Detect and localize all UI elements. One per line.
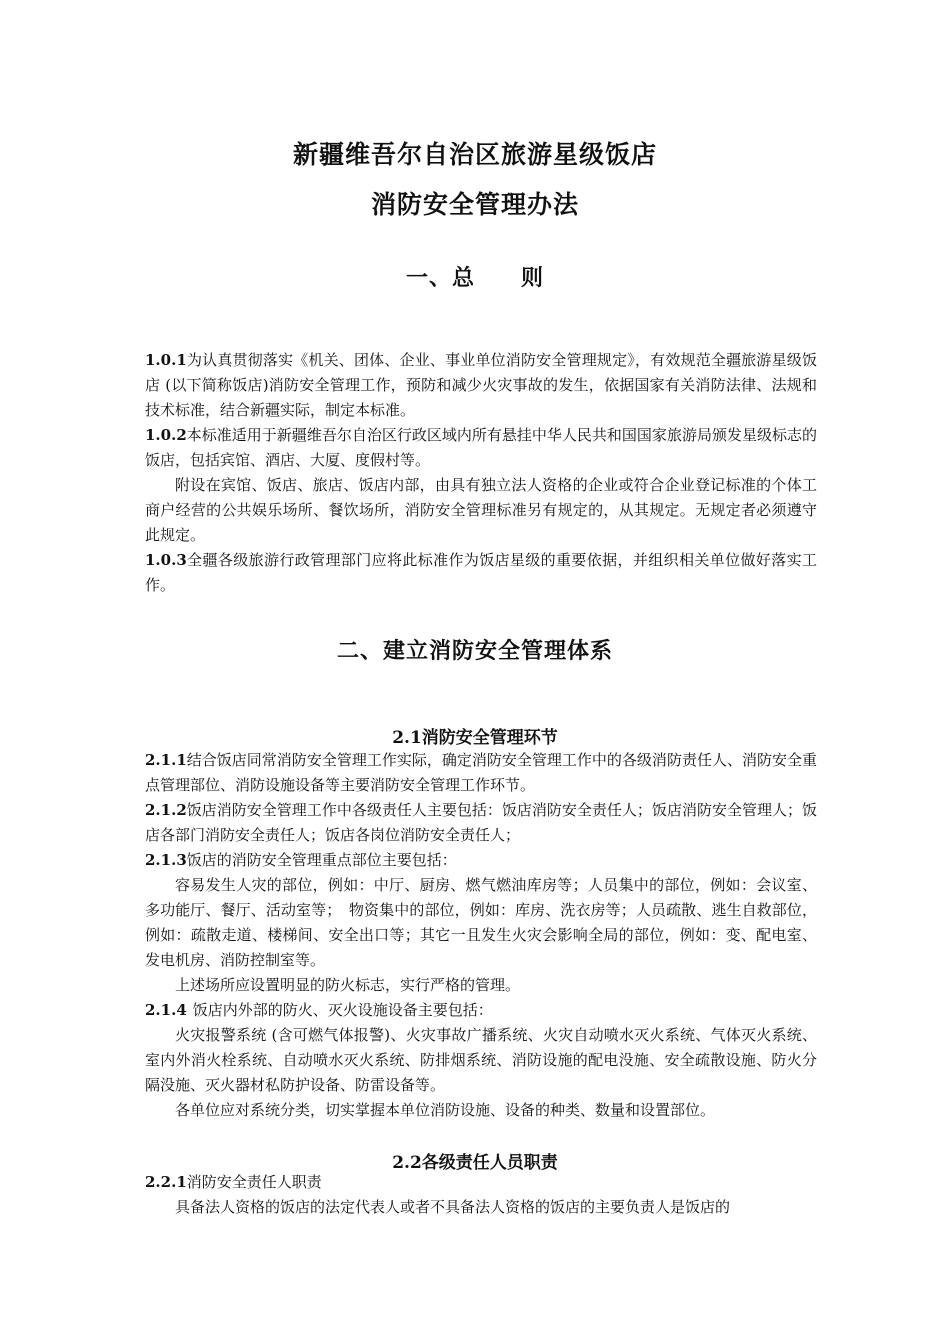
clause-number: 1.0.1 [145,351,187,369]
paragraph-2-1-4-sub1: 火灾报警系统 (含可燃气体报警)、火灾事故广播系统、火灾自动喷水灭火系统、气体灭火系统、室内外消火栓系统、自动喷水灭火系统、防排烟系统、消防设施的配电没施、安全疏散设施、防火分隔没施、灭火器材私防护设备、防雷设备等。 [145,1026,817,1094]
clause-number: 2.1.1 [145,751,187,769]
section-heading-2-1: 2.1消防安全管理环节 [392,728,558,748]
chapter-heading-system: 二、建立消防安全管理体系 [336,638,613,664]
paragraph-1-0-3 [145,548,817,598]
paragraph-1-0-1 [145,348,817,423]
clause-text: 全疆各级旅游行政管理部门应将此标准作为饭店星级的重要依据，并组织相关单位做好落实工作。 [145,551,817,594]
chapter-heading-general: 一、总 则 [405,265,544,291]
clause-text: 为认真贯彻落实《机关、团体、企业、事业单位消防安全管理规定》，有效规范全疆旅游星级饭店 (以下简称饭店)消防安全管理工作，预防和减少火灾事故的发生，依据国家有关消防法律、法规和技术标准，结合新疆实际，制定本标准。 [145,351,817,419]
clause-text: 饭店内外部的防火、灭火设施设备主要包括： [192,1001,493,1019]
paragraph-2-1-3-sub2: 上述场所应设置明显的防火标志，实行严格的管理。 [175,976,521,994]
paragraph-2-1-3-sub1: 容易发生人灾的部位，例如：中厅、厨房、燃气燃油库房等；人员集中的部位，例如：会议室、多功能厅、餐厅、活动室等； 物资集中的部位，例如：库房、洗衣房等；人员疏散、逃生自救部位，例如：疏散走道、楼梯间、安全出口等；其它一且发生火灾会影响全局的部位，例如：变、配电室、发电机房、消防控制室等。 [145,876,817,969]
clause-text: 饭店的消防安全管理重点部位主要包括： [186,851,457,869]
clause-number: 2.1.3 [145,851,187,869]
clause-text: 消防安全责任人职责 [186,1173,322,1191]
section-heading-2-2: 2.2各级责任人员职责 [392,1153,558,1173]
clause-number: 1.0.2 [145,426,187,444]
clause-text: 结合饭店同常消防安全管理工作实际，确定消防安全管理工作中的各级消防责任人、消防安全重点管理部位、消防设施设备等主要消防安全管理工作环节。 [145,751,817,794]
clause-number: 2.1.2 [145,801,187,819]
paragraph-2-1-3 [145,848,817,873]
paragraph-2-1-2 [145,798,817,848]
paragraph-2-2-1 [145,1170,817,1195]
paragraph-2-1-4 [145,998,817,1023]
clause-text: 本标准适用于新疆维吾尔自治区行政区域内所有悬挂中华人民共和国国家旅游局颁发星级标志的饭店，包括宾馆、酒店、大厦、度假村等。 [145,426,817,469]
clause-number: 2.1.4 [145,1001,187,1019]
paragraph-2-1-1 [145,748,817,798]
document-title-line2: 消防安全管理办法 [370,190,579,219]
paragraph-1-0-2 [145,423,817,473]
document-title-line1: 新疆维吾尔自治区旅游星级饭店 [292,140,657,169]
clause-number: 2.2.1 [145,1173,187,1191]
paragraph-2-1-4-sub2: 各单位应对系统分类，切实掌握本单位消防设施、设备的种类、数量和设置部位。 [175,1101,716,1119]
clause-number: 1.0.3 [145,551,187,569]
section22-body [145,1170,817,1220]
chapter1-body [145,348,817,598]
clause-text: 饭店消防安全管理工作中各级责任人主要包括：饭店消防安全责任人；饭店消防安全管理人；饭店各部门消防安全责任人；饭店各岗位消防安全责任人； [145,801,817,844]
paragraph-1-0-2-sub: 附设在宾馆、饭店、旅店、饭店内部，由具有独立法人资格的企业或符合企业登记标准的个体工商户经营的公共娱乐场所、餐饮场所，消防安全管理标准另有规定的，从其规定。无规定者必须遵守此规定。 [145,476,817,544]
section21-body [145,748,817,1123]
paragraph-2-2-1-sub: 具备法人资格的饭店的法定代表人或者不具备法人资格的饭店的主要负责人是饭店的 [175,1198,731,1216]
